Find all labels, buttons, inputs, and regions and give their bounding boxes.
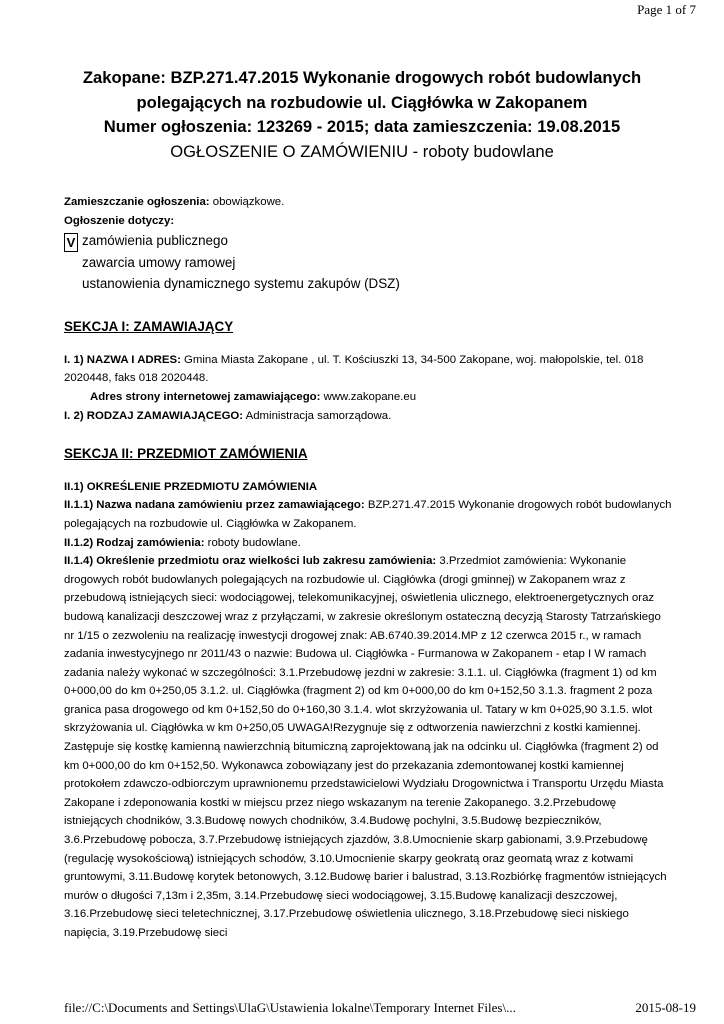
contracting-authority-name — [64, 351, 674, 388]
placement-row — [64, 193, 674, 212]
name-address-label: I. 1) NAZWA I ADRES: — [64, 353, 181, 366]
website-value: www.zakopane.eu — [320, 390, 417, 403]
contract-name-label: II.1.1) Nazwa nadana zamówieniu przez zamawiającego: — [64, 499, 365, 512]
authority-type-value: Administracja samorządowa. — [243, 409, 392, 422]
option-dsz: ustanowienia dynamicznego systemu zakupów (DSZ) — [82, 276, 400, 292]
notice-content — [64, 193, 674, 943]
section-2-heading: SEKCJA II: PRZEDMIOT ZAMÓWIENIA — [64, 446, 308, 462]
contract-name-row — [64, 496, 674, 533]
contract-description-value: 3.Przedmiot zamówienia: Wykonanie drogowych robót budowlanych polegających na rozbudowie ul. Ciągłówka (drogi gminnej) w Zakopanem wraz z przebudową istniejących sieci: wodociągowej, telekomunikacyjnej, oświetlenia ulicznego, elektroenergetycznych oraz budową kanalizacji deszczowej wraz z przyłączami, w zakresie określonym ostateczną decyzją Starosty Tatrzańskiego nr 1/15 o zezwoleniu na realizację inwestycji drogowej znak: AB.6740.39.2014.MP z 12 czerwca 2015 r., w ramach zadania inwestycyjnego nr 2011/43 o nazwie: Budowa ul. Ciągłówka - Furmanowa w Zakopanem - etap I W ramach zadania należy wykonać w szczególności: 3.1.Przebudowę jezdni w zakresie: 3.1.1. ul. Ciągłówka (fragment 1) od km 0+000,00 do km 0+250,05 3.1.2. ul. Ciągłówka (fragment 2) od km 0+000,00 do km 0+152,50 3.1.3. fragment 2 poza granica pasa drogowego od km 0+152,50 do 0+160,30 3.1.4. wlot skrzyżowania ul. Tatary w km 0+025,90 3.1.5. wlot skrzyżowania ul. Ciągłówka w km 0+250,05 UWAGA!Rezygnuje się z odtworzenia nawierzchni z kostki kamiennej. Zastępuje się kostkę kamienną nawierzchnią bitumiczną zaprojektowaną jak na odcinku ul. Ciągłówka (fragment 2) od km 0+000,00 do km 0+152,50. Wykonawca zobowiązany jest do przekazania zdemontowanej kostki kamiennej protokołem zdawczo-odbiorczym uprawnionemu przedstawicielowi Wydziału Drogownictwa i Transportu Urzędu Miasta Zakopane i zdeponowania kostki w miejscu przez niego wskazanym na terenie Zakopanego. 3.2.Przebudowę istniejących chodników, 3.3.Budowę nowych chodników, 3.4.Budowę pochylni, 3.5.Budowę bezpieczników, 3.6.Przebudowę pobocza, 3.7.Przebudowę istniejących zjazdów, 3.8.Umocnienie skarp gabionami, 3.9.Przebudowę (regulację wysokościową) istniejących schodów, 3.10.Umocnienie skarpy geokratą oraz geomatą wraz z kotwami gruntowymi, 3.11.Budowę korytek betonowych, 3.12.Budowę barier i balustrad, 3.13.Rozbiórkę fragmentów istniejących murów o długości 7,13m i 2,35m, 3.14.Przebudowę sieci wodociągowej, 3.15.Budowę kanalizacji deszczowej, 3.16.Przebudowę sieci teletechnicznej, 3.17.Przebudowę oświetlenia ulicznego, 3.18.Przebudowę sieci niskiego napięcia, 3.19.Przebudowę sieci — [64, 555, 667, 939]
page-title — [40, 66, 684, 164]
title-line-2: polegających na rozbudowie ul. Ciągłówka w Zakopanem — [136, 92, 588, 112]
option-public-contract — [64, 230, 674, 252]
contract-kind-value: roboty budowlane. — [204, 536, 301, 549]
section-1-heading: SEKCJA I: ZAMAWIAJĄCY — [64, 319, 234, 335]
footer-file-path: file://C:\Documents and Settings\UlaG\Ustawienia lokalne\Temporary Internet Files\... — [64, 1000, 516, 1015]
authority-type-row — [64, 407, 674, 426]
definition-heading: II.1) OKREŚLENIE PRZEDMIOTU ZAMÓWIENIA — [64, 480, 318, 493]
checkmark-box: V — [64, 233, 78, 252]
authority-type-label: I. 2) RODZAJ ZAMAWIAJĄCEGO: — [64, 409, 244, 422]
name-address-value: Gmina Miasta Zakopane , ul. T. Kościuszki 13, 34-500 Zakopane, woj. małopolskie, tel. 018 2020448, faks 018 2020448. — [64, 353, 644, 385]
page-number: Page 1 of 7 — [637, 2, 696, 17]
title-line-1: Zakopane: BZP.271.47.2015 Wykonanie drogowych robót budowlanych — [82, 68, 642, 87]
title-line-4: OGŁOSZENIE O ZAMÓWIENIU - roboty budowlane — [170, 141, 554, 161]
contract-kind-label: II.1.2) Rodzaj zamówienia: — [64, 536, 205, 549]
title-line-3: Numer ogłoszenia: 123269 - 2015; data zamieszczenia: 19.08.2015 — [103, 117, 621, 136]
option-1-label: zamówienia publicznego — [82, 233, 228, 249]
contract-name-value: BZP.271.47.2015 Wykonanie drogowych robót budowlanych polegających na rozbudowie ul. Ciągłówka w Zakopanem. — [64, 499, 672, 530]
option-framework-agreement: zawarcia umowy ramowej — [82, 255, 236, 271]
website-label: Adres strony internetowej zamawiającego: — [90, 390, 321, 403]
contract-description-row — [64, 552, 674, 942]
footer-date: 2015-08-19 — [635, 1000, 696, 1015]
contract-kind-row — [64, 534, 674, 553]
contract-description-label: II.1.4) Określenie przedmiotu oraz wielkości lub zakresu zamówienia: — [64, 555, 437, 568]
website-row — [64, 388, 674, 407]
concerns-label: Ogłoszenie dotyczy: — [64, 214, 175, 227]
placement-label: Zamieszczanie ogłoszenia: — [64, 196, 210, 208]
placement-value: obowiązkowe. — [209, 196, 285, 208]
